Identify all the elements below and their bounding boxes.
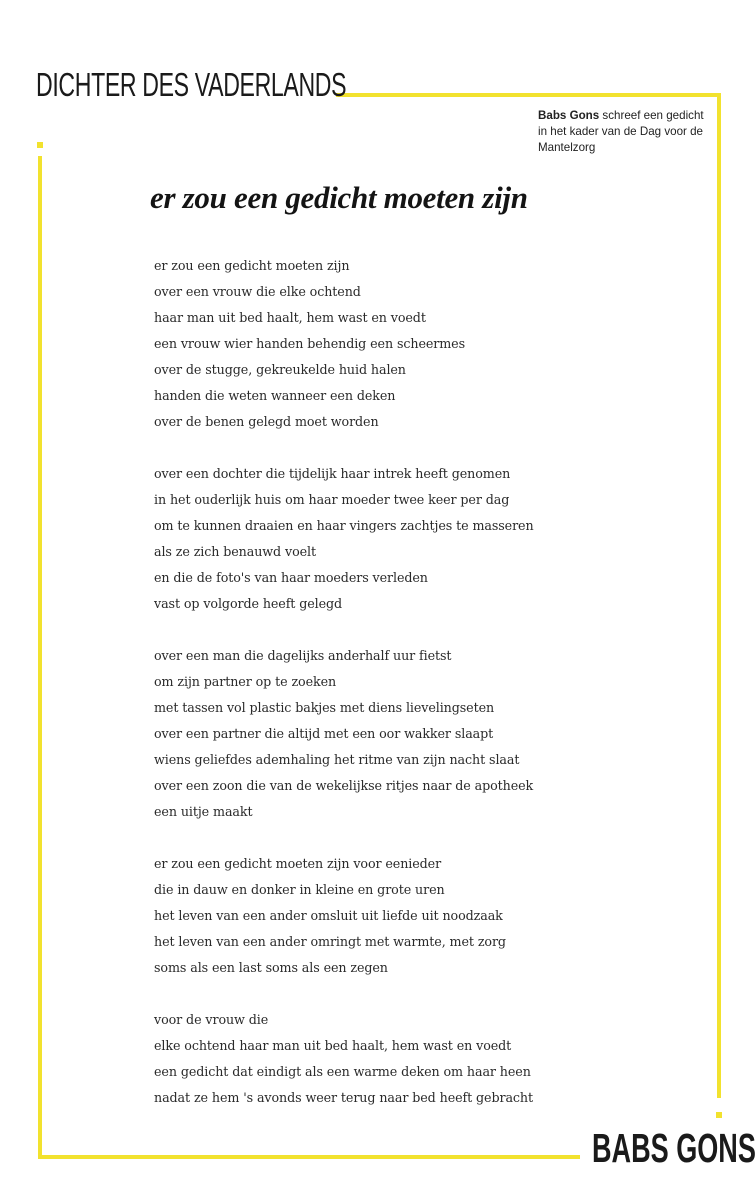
poem-line: over een zoon die van de wekelijkse ritjes naar de apotheek [154,778,534,793]
poem-line: haar man uit bed haalt, hem wast en voedt [154,310,426,325]
poem-line: over een dochter die tijdelijk haar intrek heeft genomen [154,466,511,481]
poem-line: om te kunnen draaien en haar vingers zachtjes te masseren [154,518,534,533]
poem-line: voor de vrouw die [154,1012,269,1027]
poem-stanza [154,643,674,825]
frame-bottom-border [38,1155,580,1159]
poem-line: er zou een gedicht moeten zijn [154,258,350,273]
poem-line: in het ouderlijk huis om haar moeder twee keer per dag [154,492,510,507]
poem-line: om zijn partner op te zoeken [154,674,337,689]
poem-line: die in dauw en donker in kleine en grote uren [154,882,445,897]
poem-stanza [154,253,674,435]
poem-line: en die de foto's van haar moeders verleden [154,570,428,585]
poem-line: een uitje maakt [154,804,253,819]
poem-line: als ze zich benauwd voelt [154,544,316,559]
poem-line: over een partner die altijd met een oor wakker slaapt [154,726,494,741]
poem-title: er zou een gedicht moeten zijn [150,180,528,215]
frame-right-border [717,93,721,1098]
poem-line: over een vrouw die elke ochtend [154,284,361,299]
poem-line: met tassen vol plastic bakjes met diens lievelingseten [154,700,495,715]
poem-line: het leven van een ander omsluit uit liefde uit noodzaak [154,908,503,923]
poem-stanza [154,851,674,981]
frame-top-border [336,93,721,97]
poem-line: handen die weten wanneer een deken [154,388,396,403]
poem-stanza [154,1007,674,1111]
poem-line: over de stugge, gekreukelde huid halen [154,362,406,377]
poem-line: over een man die dagelijks anderhalf uur fietst [154,648,452,663]
poem-line: het leven van een ander omringt met warmte, met zorg [154,934,506,949]
poem-line: een vrouw wier handen behendig een scheermes [154,336,465,351]
poem-line: wiens geliefdes ademhaling het ritme van zijn nacht slaat [154,752,520,767]
poem-line: vast op volgorde heeft gelegd [154,596,343,611]
intro-author-name: Babs Gons [538,109,600,122]
series-title: DICHTER DES VADERLANDS [36,66,347,103]
poem-line: nadat ze hem 's avonds weer terug naar bed heeft gebracht [154,1090,533,1105]
poem-line: over de benen gelegd moet worden [154,414,379,429]
poem-line: er zou een gedicht moeten zijn voor eenieder [154,856,442,871]
intro-description: schreef een gedicht in het kader van de Dag voor de Mantelzorg [538,109,704,154]
poem-line: een gedicht dat eindigt als een warme deken om haar heen [154,1064,531,1079]
frame-corner-dot [37,142,43,148]
poem-line: soms als een last soms als een zegen [154,960,388,975]
intro-text [538,108,713,156]
frame-corner-dot [716,1112,722,1118]
frame-left-border [38,156,42,1159]
poem-stanza [154,461,674,617]
author-name: BABS GONS [592,1125,756,1171]
poem-body [154,253,674,1111]
poem-line: elke ochtend haar man uit bed haalt, hem wast en voedt [154,1038,512,1053]
